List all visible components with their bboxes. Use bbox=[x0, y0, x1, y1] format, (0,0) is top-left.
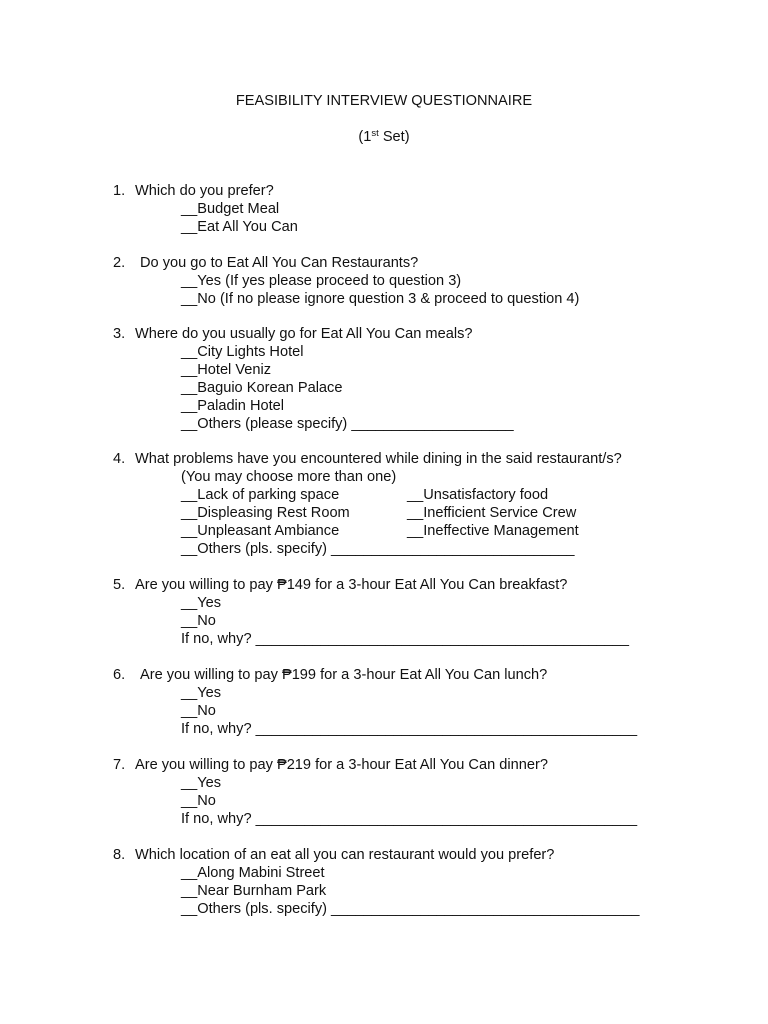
question-4 bbox=[113, 450, 753, 558]
option-baguio-korean-palace: __Baguio Korean Palace bbox=[181, 380, 343, 396]
question-2 bbox=[113, 254, 753, 308]
option-others: __Others (pls. specify) ______________________________________ bbox=[181, 901, 640, 917]
option-ineffective-management: __Ineffective Management bbox=[407, 523, 579, 539]
option-paladin-hotel: __Paladin Hotel bbox=[181, 398, 285, 414]
question-number: 7. bbox=[113, 757, 126, 773]
option-yes: __Yes bbox=[181, 685, 222, 701]
option-city-lights-hotel: __City Lights Hotel bbox=[181, 344, 304, 360]
option-inefficient-service-crew: __Inefficient Service Crew bbox=[407, 505, 577, 521]
option-no: __No bbox=[181, 703, 216, 719]
question-text: Are you willing to pay ₱219 for a 3-hour Eat All You Can dinner? bbox=[135, 757, 548, 773]
question-text: Do you go to Eat All You Can Restaurants? bbox=[140, 255, 419, 271]
option-row bbox=[113, 486, 753, 504]
page-title: FEASIBILITY INTERVIEW QUESTIONNAIRE bbox=[235, 93, 533, 109]
option-yes: __Yes bbox=[181, 595, 222, 611]
question-6 bbox=[113, 666, 753, 738]
option-eat-all-you-can: __Eat All You Can bbox=[181, 219, 298, 235]
question-note: (You may choose more than one) bbox=[181, 469, 397, 485]
option-no: __No bbox=[181, 793, 216, 809]
option-others: __Others (please specify) ____________________ bbox=[181, 416, 514, 432]
question-3 bbox=[113, 325, 753, 433]
option-along-mabini-street: __Along Mabini Street bbox=[181, 865, 325, 881]
option-lack-of-parking: __Lack of parking space bbox=[181, 487, 340, 503]
question-7 bbox=[113, 756, 753, 828]
question-5 bbox=[113, 576, 753, 648]
if-no-why-line: If no, why? _______________________________________________ bbox=[181, 811, 638, 827]
if-no-why-line: If no, why? ______________________________________________ bbox=[181, 631, 629, 647]
option-unpleasant-ambiance: __Unpleasant Ambiance bbox=[181, 523, 340, 539]
question-text: Where do you usually go for Eat All You Can meals? bbox=[135, 326, 473, 342]
question-text: Which location of an eat all you can restaurant would you prefer? bbox=[135, 847, 555, 863]
option-no: __No (If no please ignore question 3 & proceed to question 4) bbox=[181, 291, 580, 307]
question-number: 2. bbox=[113, 255, 126, 271]
question-number: 6. bbox=[113, 667, 126, 683]
option-others: __Others (pls. specify) ______________________________ bbox=[181, 541, 575, 557]
option-near-burnham-park: __Near Burnham Park bbox=[181, 883, 327, 899]
question-text: Are you willing to pay ₱199 for a 3-hour Eat All You Can lunch? bbox=[140, 667, 548, 683]
if-no-why-line: If no, why? _______________________________________________ bbox=[181, 721, 638, 737]
option-row bbox=[113, 504, 753, 522]
option-row bbox=[113, 522, 753, 540]
question-1 bbox=[113, 182, 753, 236]
option-unsatisfactory-food: __Unsatisfactory food bbox=[407, 487, 549, 503]
question-8 bbox=[113, 846, 753, 918]
option-displeasing-rest-room: __Displeasing Rest Room bbox=[181, 505, 350, 521]
question-number: 3. bbox=[113, 326, 126, 342]
question-number: 8. bbox=[113, 847, 126, 863]
question-text: What problems have you encountered while dining in the said restaurant/s? bbox=[135, 451, 622, 467]
option-no: __No bbox=[181, 613, 216, 629]
option-yes: __Yes bbox=[181, 775, 222, 791]
question-number: 1. bbox=[113, 183, 126, 199]
question-number: 5. bbox=[113, 577, 126, 593]
question-number: 4. bbox=[113, 451, 126, 467]
option-yes: __Yes (If yes please proceed to question 3) bbox=[181, 273, 462, 289]
question-text: Which do you prefer? bbox=[135, 183, 274, 199]
option-budget-meal: __Budget Meal bbox=[181, 201, 280, 217]
option-hotel-veniz: __Hotel Veniz bbox=[181, 362, 272, 378]
question-text: Are you willing to pay ₱149 for a 3-hour Eat All You Can breakfast? bbox=[135, 577, 568, 593]
page-subtitle: (1st Set) bbox=[358, 128, 410, 145]
